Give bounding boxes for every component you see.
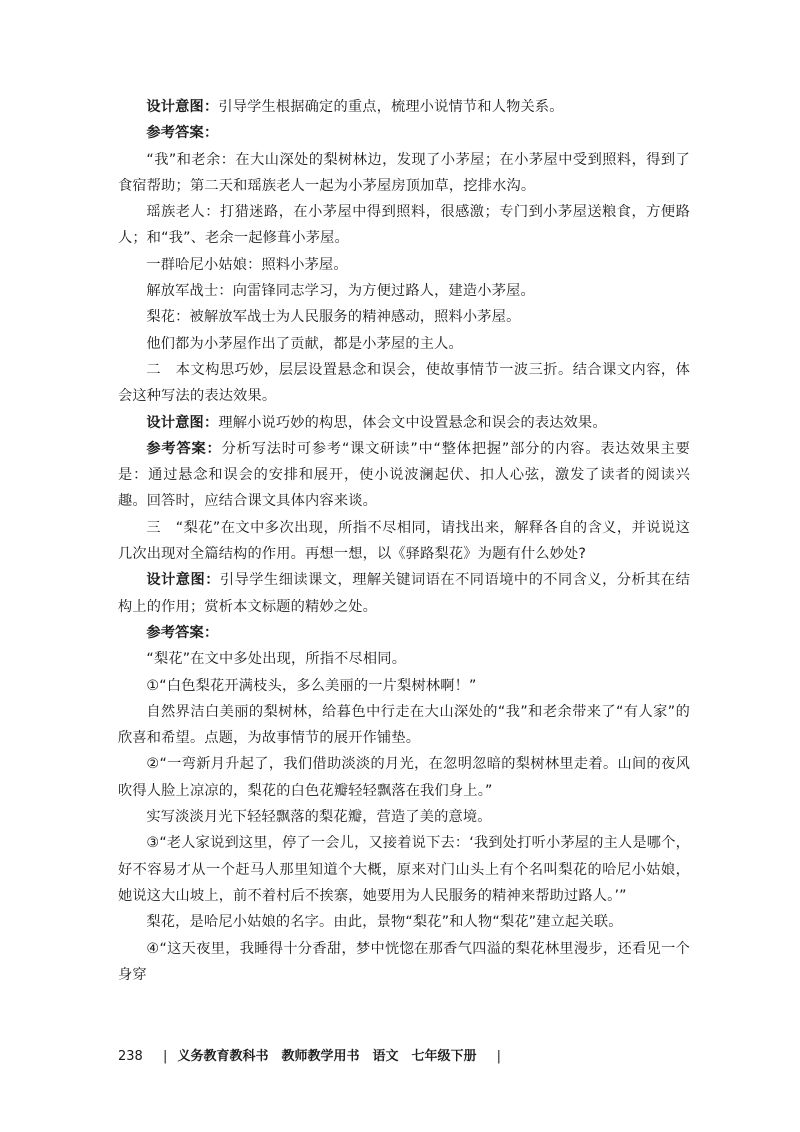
paragraph-text: “我”和老余：在大山深处的梨树林边，发现了小茅屋；在小茅屋中受到照料，得到了食宿帮助；第二天和瑶族老人一起为小茅屋房顶加草，挖排水沟。 [118,151,690,194]
paragraph-label: 参考答案： [146,125,219,142]
paragraph-text: 分析写法时可参考“课文研读”中“整体把握”部分的内容。表达效果主要是：通过悬念和误会的安排和展开，使小说波澜起伏、扣人心弦，激发了读者的阅读兴趣。回答时，应结合课文具体内容来谈。 [118,440,690,510]
paragraph-text: ②“一弯新月升起了，我们借助淡淡的月光，在忽明忽暗的梨树林里走着。山间的夜风吹得人脸上凉凉的，梨花的白色花瓣轻轻飘落在我们身上。” [118,756,690,799]
paragraph [118,357,690,410]
paragraph [118,646,690,672]
paragraph [118,751,690,804]
page-body [118,94,690,988]
paragraph [118,252,690,278]
paragraph-label: 参考答案： [146,440,222,457]
paragraph-text: 解放军战士：向雷锋同志学习，为方便过路人，建造小茅屋。 [146,283,535,300]
page-footer [118,1048,507,1066]
paragraph-text: ③“老人家说到这里，停了一会儿，又接着说下去：‘我到处打听小茅屋的主人是哪个，好不容易才从一个赶马人那里知道个大概，原来对门山头上有个名叫梨花的哈尼小姑娘，她说这大山坡上，前不着村后不挨寨，她要用为人民服务的精神来帮助过路人。’” [118,835,690,904]
paragraph-text: 引导学生细读课文，理解关键词语在不同语境中的不同含义，分析其在结构上的作用；赏析本文标题的精妙之处。 [118,572,690,615]
paragraph-text: 自然界洁白美丽的梨树林，给暮色中行走在大山深处的“我”和老余带来了“有人家”的欣喜和希望。点题，为故事情节的展开作铺垫。 [118,703,690,747]
paragraph-text: 他们都为小茅屋作出了贡献，都是小茅屋的主人。 [146,335,463,352]
paragraph [118,515,690,568]
paragraph-text: 引导学生根据确定的重点，梳理小说情节和人物关系。 [218,99,564,115]
paragraph [118,278,690,304]
paragraph-text: 三 “梨花”在文中多次出现，所指不尽相同，请找出来，解释各自的含义，并说说这几次出现对全篇结构的作用。再想一想，以《驿路梨花》为题有什么妙处? [118,519,690,563]
paragraph [118,199,690,252]
paragraph-text: 梨花，是哈尼小姑娘的名字。由此，景物“梨花”和人物“梨花”建立起关联。 [146,914,623,931]
paragraph [118,410,690,436]
paragraph [118,830,690,909]
paragraph-text: 二 本文构思巧妙，层层设置悬念和误会，使故事情节一波三折。结合课文内容，体会这种写法的表达效果。 [118,361,690,405]
paragraph-label: 设计意图： [146,572,220,589]
paragraph-text: ①“白色梨花开满枝头，多么美丽的一片梨树林啊！” [146,677,477,694]
paragraph-text: 实写淡淡月光下轻轻飘落的梨花瓣，营造了美的意境。 [146,809,492,826]
paragraph [118,436,690,515]
paragraph [118,620,690,646]
page-number: 238 [118,1049,143,1064]
paragraph-text: 梨花：被解放军战士为人民服务的精神感动，照料小茅屋。 [146,309,521,326]
paragraph-text: 瑶族老人：打猎迷路，在小茅屋中得到照料，很感激；专门到小茅屋送粮食，方便路人；和“我”、老余一起修葺小茅屋。 [118,204,690,247]
paragraph-text: “梨花”在文中多处出现，所指不尽相同。 [146,651,407,668]
paragraph [118,673,690,699]
paragraph [118,147,690,200]
paragraph [118,304,690,330]
paragraph [118,331,690,357]
book-title: 义务教育教科书 教师教学用书 语文 七年级下册 [177,1049,477,1064]
paragraph [118,567,690,620]
paragraph [118,699,690,752]
footer-separator-left: | [162,1049,168,1064]
paragraph [118,120,690,146]
paragraph-text: 理解小说巧妙的构思，体会文中设置悬念和误会的表达效果。 [218,414,607,431]
paragraph [118,804,690,830]
footer-separator-right: | [496,1049,502,1064]
paragraph-text: ④“这天夜里，我睡得十分香甜，梦中恍惚在那香气四溢的梨花林里漫步，还看见一个身穿 [118,940,690,983]
paragraph [118,909,690,935]
paragraph [118,94,690,120]
paragraph [118,936,690,989]
paragraph-label: 设计意图： [146,99,219,115]
paragraph-label: 参考答案： [146,624,219,641]
paragraph-text: 一群哈尼小姑娘：照料小茅屋。 [146,256,348,273]
paragraph-label: 设计意图： [146,414,219,431]
